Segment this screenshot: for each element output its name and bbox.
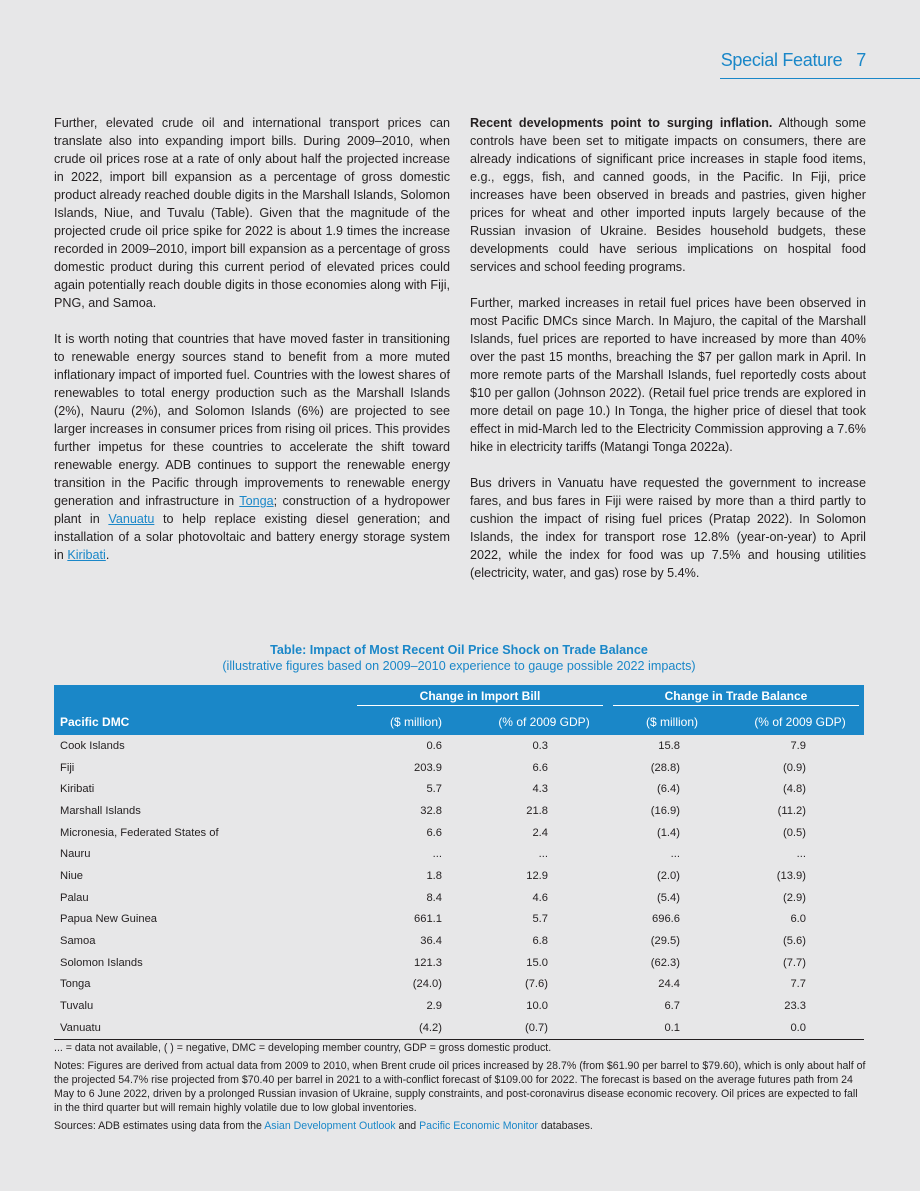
tonga-link[interactable]: Tonga	[239, 494, 274, 508]
table-notes	[54, 1041, 866, 1137]
table-row	[54, 822, 864, 844]
table-row	[54, 952, 864, 974]
table-cell: (5.6)	[782, 935, 806, 948]
table-subheader-row	[54, 709, 864, 735]
table-cell: (1.4)	[656, 826, 680, 839]
table-cell: (0.7)	[480, 1017, 608, 1039]
table-cell: (13.9)	[776, 869, 806, 882]
row-label: Nauru	[60, 848, 91, 861]
table-cell: 1.8	[426, 869, 442, 882]
table-cell: 6.8	[532, 935, 548, 948]
table-title: Table: Impact of Most Recent Oil Price Shock on Trade Balance	[270, 643, 648, 657]
paragraph-text: Although some controls have been set to mitigate impacts on consumers, there are already indications of significant price increases in staple food items, e.g., eggs, fish, and canned goods, in the Pacific. In Fiji, price increases have been observed in breads and pastries, given higher prices for wheat and other imported inputs largely because of the Russian invasion of Ukraine. Besides household budgets, these developments could have serious implications on hospital food services and school feeding programs.	[470, 116, 866, 274]
row-label: Solomon Islands	[60, 956, 143, 969]
column-header: (% of 2009 GDP)	[480, 709, 608, 735]
table-cell: 7.9	[790, 739, 806, 752]
table-cell: (62.3)	[650, 956, 680, 969]
header-rule	[720, 78, 920, 79]
table-row	[54, 843, 864, 865]
table-cell: 32.8	[420, 804, 442, 817]
table-row	[54, 930, 864, 952]
table-cell: (16.9)	[650, 804, 680, 817]
table-row	[54, 778, 864, 800]
table-cell: 2.9	[426, 1000, 442, 1013]
row-label: Fiji	[60, 761, 75, 774]
table-cell: 24.4	[658, 978, 680, 991]
row-label: Papua New Guinea	[60, 913, 158, 926]
paragraph-text: ; construction of a hydropower plant in	[54, 494, 450, 526]
sources-note	[54, 1119, 866, 1133]
paragraph: Further, marked increases in retail fuel prices have been observed in most Pacific DMCs since March. In Majuro, the capital of the Marshall Islands, fuel prices are reported to have increased by more than 40% over the past 15 months, breaching the $7 per gallon mark in April. In more remote parts of the Marshall Islands, fuel reportedly costs about $10 per gallon (Johnson 2022). (Retail fuel price trends are explored in more detail on page 10.) In Tonga, the higher price of diesel that took effect in mid-March led to the Electricity Commission approving a 7.6% hike in electricity tariffs (Matangi Tonga 2022a).	[470, 296, 866, 454]
table-cell: 5.7	[532, 913, 548, 926]
paragraph-text: .	[105, 548, 110, 562]
table-cell: 203.9	[414, 761, 442, 774]
table-row	[54, 757, 864, 779]
table-cell: 0.1	[608, 1017, 736, 1039]
table-cell: 5.7	[426, 783, 442, 796]
paragraph	[54, 330, 450, 564]
table-cell: 36.4	[420, 935, 442, 948]
table-cell: 0.3	[532, 739, 548, 752]
table-cell: 8.4	[426, 891, 442, 904]
paragraph-text: to help replace existing diesel generation; and installation of a solar photovoltaic and battery energy storage system in	[54, 512, 451, 562]
table-cell: 6.7	[664, 1000, 680, 1013]
table-cell: 10.0	[526, 1000, 548, 1013]
table-cell: 6.6	[426, 826, 442, 839]
table-cell: 661.1	[414, 913, 442, 926]
table-row	[54, 1017, 864, 1039]
table-cell: (29.5)	[650, 935, 680, 948]
notes-paragraph: Notes: Figures are derived from actual data from 2009 to 2010, when Brent crude oil prices increased by 28.7% (from $61.90 per barrel to $79.60), which is only about half of the projected 54.7% rise projected from $70.40 per barrel in 2021 to a with-conflict forecast of $109.00 for 2022. The forecast is based on the average futures path from 24 May to 6 June 2022, driven by a prolonged Russian invasion of Ukraine, supply constraints, and post-coronavirus disease economic recovery. Oil prices are expected to fall in the third quarter but will remain highly volatile due to low global inventories.	[54, 1060, 866, 1114]
table-cell: (28.8)	[650, 761, 680, 774]
table-cell: 12.9	[526, 869, 548, 882]
sources-text: databases.	[538, 1120, 593, 1132]
column-header: ($ million)	[608, 709, 736, 735]
running-header	[721, 50, 866, 71]
left-column	[54, 114, 450, 582]
table-cell: (0.9)	[782, 761, 806, 774]
table-cell: (6.4)	[656, 783, 680, 796]
paragraph: Bus drivers in Vanuatu have requested the government to increase fares, and bus fares in Fiji were raised by more than a third partly to cushion the impact of rising fuel prices (Pratap 2022). In Solomon Islands, the index for transport rose 12.8% (year-on-year) to April 2022, while the index for food was up 7.5% and housing utilities (electricity, water, and gas) rose by 5.4%.	[470, 476, 866, 580]
table-row	[54, 909, 864, 931]
row-label: Palau	[60, 891, 89, 904]
page-number: 7	[856, 50, 866, 70]
right-column	[470, 114, 866, 600]
row-label: Samoa	[60, 935, 96, 948]
pem-link[interactable]: Pacific Economic Monitor	[419, 1120, 539, 1132]
table-cell: 7.7	[790, 978, 806, 991]
section-title: Special Feature	[720, 50, 843, 70]
table-cell: 0.0	[736, 1017, 864, 1039]
table-row	[54, 735, 864, 757]
row-label: Cook Islands	[60, 739, 125, 752]
table-row	[54, 800, 864, 822]
table-cell: (4.2)	[352, 1017, 480, 1039]
paragraph-text: It is worth noting that countries that have moved faster in transitioning to renewable energy sources stand to benefit from a more muted inflationary impact of imported fuel. Countries with the lowest shares of renewables to total energy production such as the Marshall Islands (2%), Nauru (2%), and Solomon Islands (6%) are projected to see larger increases in consumer prices from rising oil prices. This provides further impetus for these countries to accelerate the shift toward renewable energy. ADB continues to support the renewable energy transition in the Pacific through improvements to renewable energy generation and infrastructure in	[54, 332, 450, 508]
row-label: Vanuatu	[54, 1017, 352, 1039]
column-header: (% of 2009 GDP)	[736, 709, 864, 735]
paragraph: Further, elevated crude oil and international transport prices can translate also into expanding import bills. During 2009–2010, when crude oil prices rose at a rate of only about half the projected increase in 2022, import bill expansion as a percentage of gross domestic product already reached double digits in the Marshall Islands, Solomon Islands, Niue, and Tuvalu (Table). Given that the magnitude of the projected crude oil price spike for 2022 is about 1.9 times the increase recorded in 2009–2010, import bill expansion as a percentage of gross domestic product during this current period of elevated prices could again potentially reach double digits in those economies along with Fiji, PNG, and Samoa.	[54, 116, 450, 310]
table-caption	[54, 642, 864, 674]
sources-text: Sources: ADB estimates using data from the	[54, 1120, 265, 1132]
trade-balance-header: Change in Trade Balance	[608, 685, 864, 709]
table-cell: 121.3	[414, 956, 442, 969]
table-cell: (24.0)	[412, 978, 442, 991]
row-label: Tonga	[60, 978, 91, 991]
kiribati-link[interactable]: Kiribati	[67, 548, 106, 562]
row-label: Kiribati	[60, 783, 95, 796]
table-cell: 696.6	[652, 913, 680, 926]
row-label: Micronesia, Federated States of	[60, 826, 219, 839]
vanuatu-link[interactable]: Vanuatu	[108, 512, 155, 526]
table-cell: 6.6	[532, 761, 548, 774]
table-cell: 15.0	[526, 956, 548, 969]
table-row	[54, 887, 864, 909]
row-label: Niue	[60, 869, 84, 882]
table-cell: (4.8)	[782, 783, 806, 796]
table-cell: 2.4	[532, 826, 548, 839]
table-cell: (11.2)	[777, 804, 806, 817]
ado-link[interactable]: Asian Development Outlook	[264, 1120, 396, 1132]
sources-text: and	[395, 1120, 420, 1132]
table-cell: ...	[538, 848, 548, 861]
table-cell: (2.9)	[782, 891, 806, 904]
import-bill-header: Change in Import Bill	[352, 685, 608, 709]
row-label: Marshall Islands	[60, 804, 141, 817]
table-cell: 6.0	[790, 913, 806, 926]
table-cell: ...	[670, 848, 680, 861]
table-cell: 0.6	[426, 739, 442, 752]
table-cell: (0.5)	[782, 826, 806, 839]
paragraph	[470, 114, 866, 276]
table-cell: 15.8	[658, 739, 680, 752]
table-cell: (7.7)	[782, 956, 806, 969]
table-cell: 23.3	[784, 1000, 806, 1013]
table-cell: (2.0)	[656, 869, 680, 882]
abbreviations-note: ... = data not available, ( ) = negative, DMC = developing member country, GDP = gross domestic product.	[54, 1042, 552, 1054]
dmc-column-header: Pacific DMC	[54, 709, 352, 735]
table-cell: ...	[432, 848, 442, 861]
row-label: Tuvalu	[60, 1000, 94, 1013]
table-row	[54, 865, 864, 887]
table-cell: 4.6	[532, 891, 548, 904]
column-header: ($ million)	[352, 709, 480, 735]
table-header-row	[54, 685, 864, 709]
table-row	[54, 974, 864, 996]
table-cell: (5.4)	[656, 891, 680, 904]
lead-in-heading: Recent developments point to surging inflation.	[470, 116, 773, 130]
table-cell: (7.6)	[524, 978, 548, 991]
table-cell: 4.3	[532, 783, 548, 796]
table-row	[54, 995, 864, 1017]
table-cell: 21.8	[526, 804, 548, 817]
table-cell: ...	[796, 848, 806, 861]
trade-balance-table	[54, 685, 864, 1040]
table-subtitle: (illustrative figures based on 2009–2010 experience to gauge possible 2022 impacts)	[222, 659, 696, 673]
